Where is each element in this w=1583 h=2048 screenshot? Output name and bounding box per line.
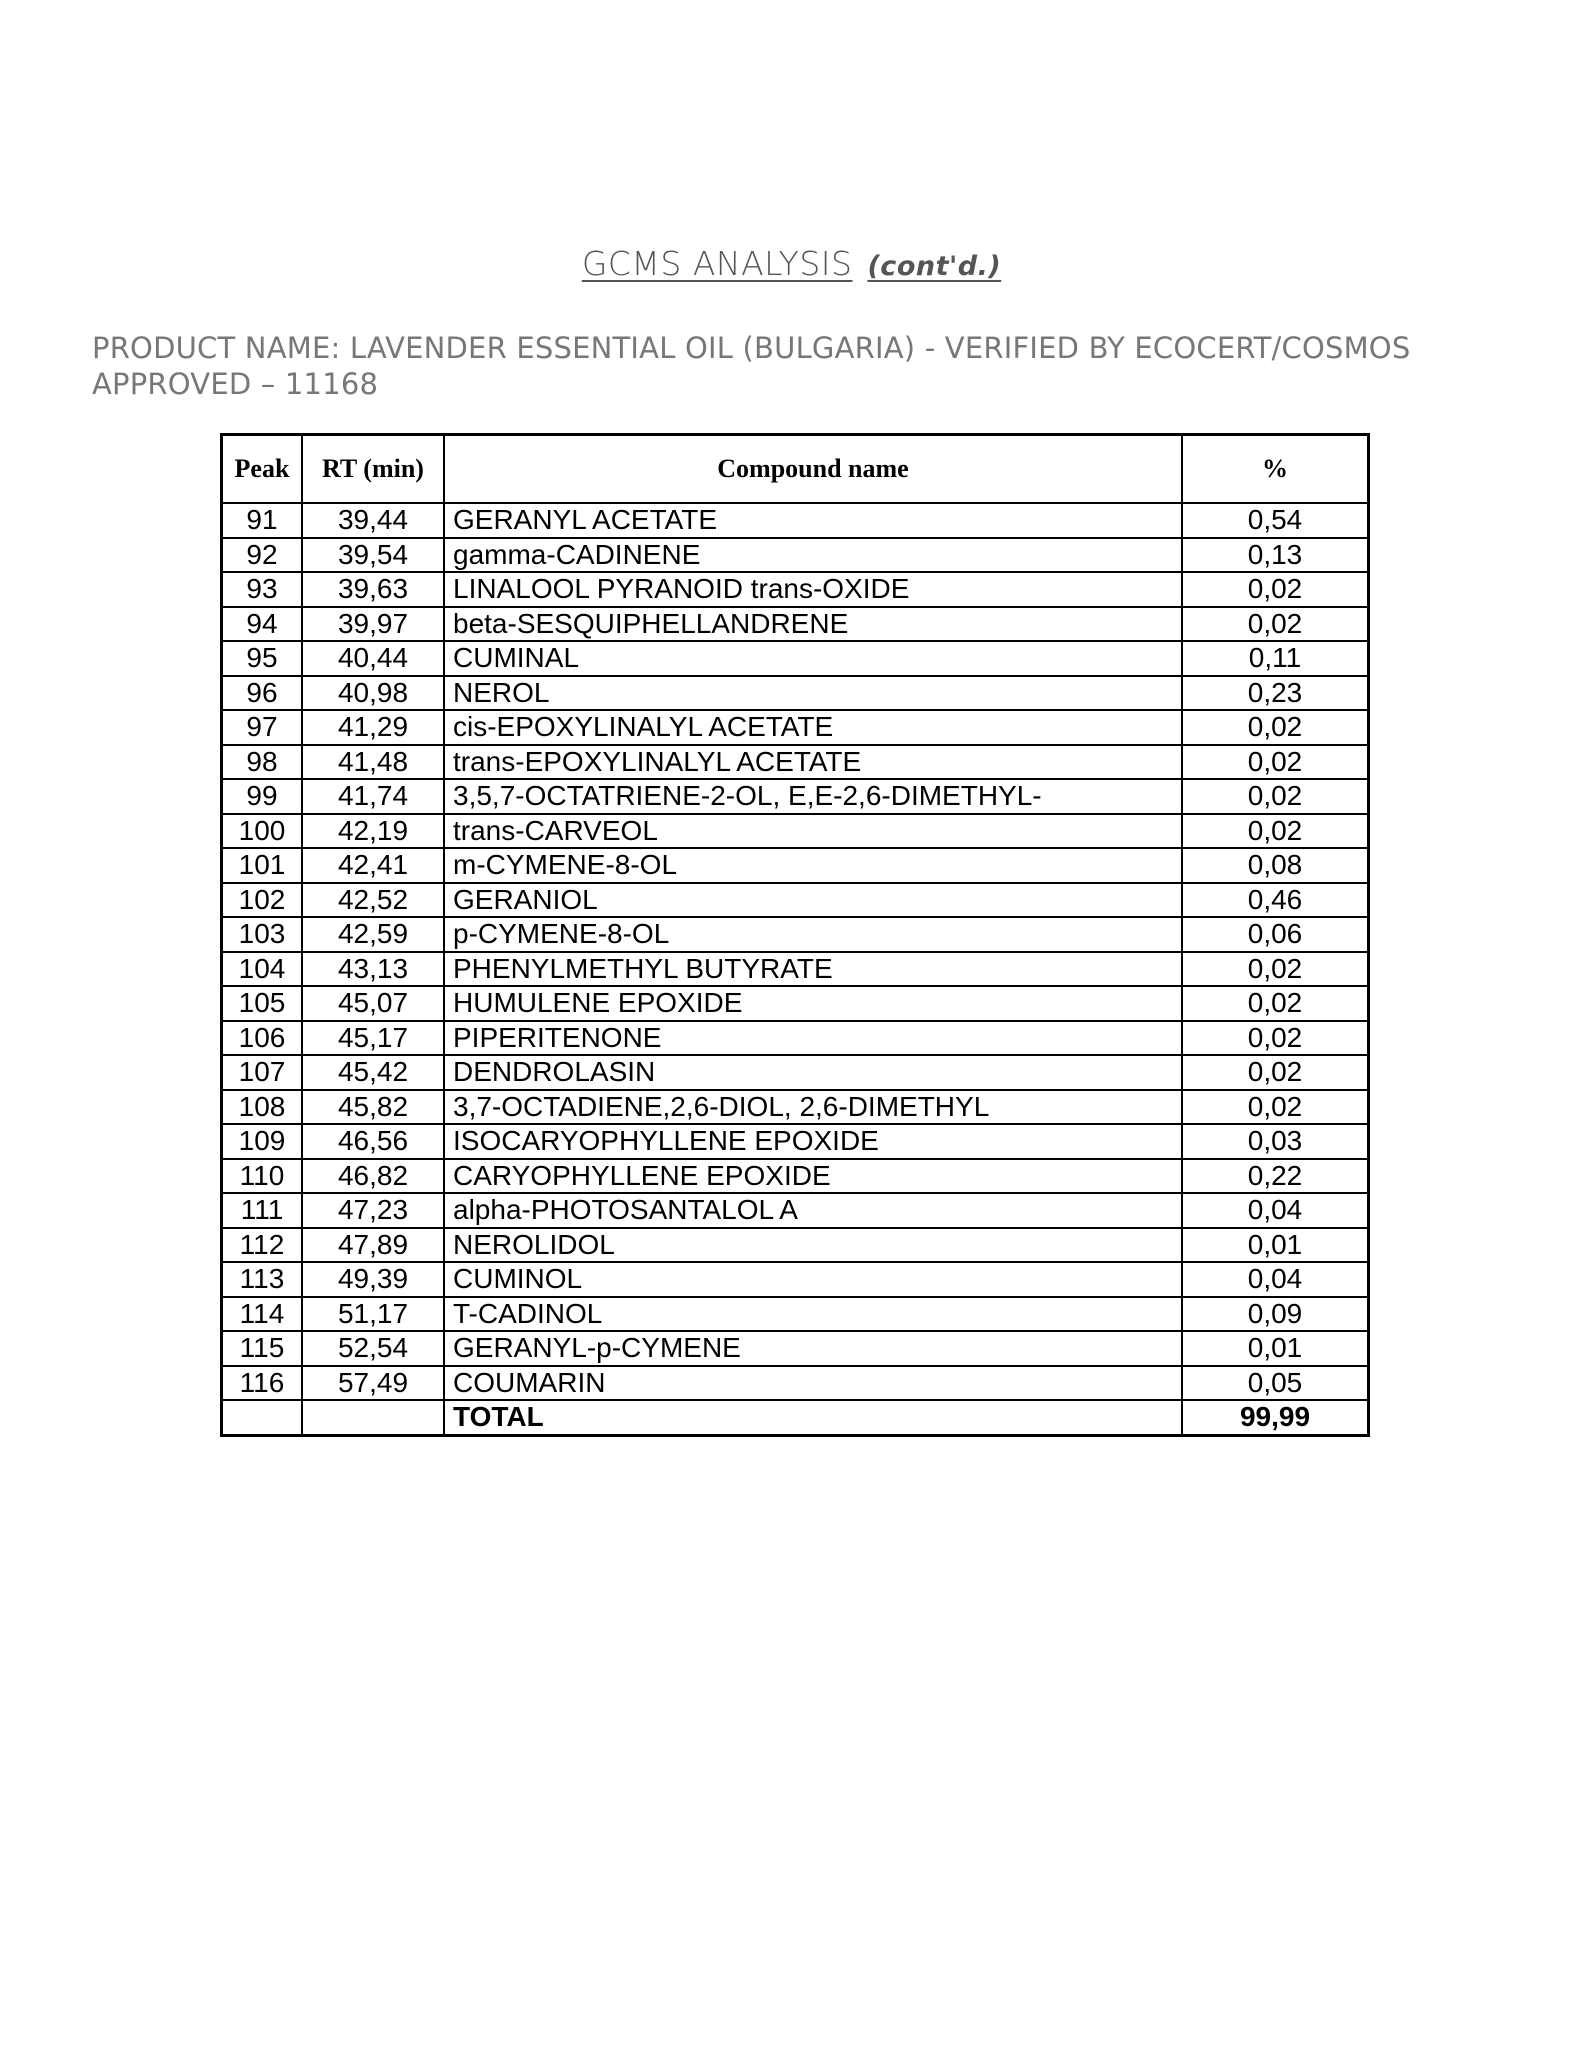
percent-cell: 0,02 <box>1182 779 1369 814</box>
peak-cell: 115 <box>222 1331 303 1366</box>
table-row <box>222 952 1369 987</box>
rt-cell: 57,49 <box>302 1366 444 1401</box>
total-label: TOTAL <box>444 1400 1182 1435</box>
compound-cell: beta-SESQUIPHELLANDRENE <box>444 607 1182 642</box>
rt-cell: 43,13 <box>302 952 444 987</box>
rt-cell: 45,17 <box>302 1021 444 1056</box>
compound-cell: CARYOPHYLLENE EPOXIDE <box>444 1159 1182 1194</box>
compound-cell: COUMARIN <box>444 1366 1182 1401</box>
table-row <box>222 1159 1369 1194</box>
table-row <box>222 676 1369 711</box>
percent-cell: 0,22 <box>1182 1159 1369 1194</box>
table-row <box>222 1021 1369 1056</box>
table-row <box>222 1124 1369 1159</box>
rt-cell: 41,74 <box>302 779 444 814</box>
column-header-peak: Peak <box>222 435 303 504</box>
percent-cell: 0,04 <box>1182 1262 1369 1297</box>
peak-cell: 110 <box>222 1159 303 1194</box>
percent-cell: 0,09 <box>1182 1297 1369 1332</box>
peak-cell: 112 <box>222 1228 303 1263</box>
peak-cell: 92 <box>222 538 303 573</box>
percent-cell: 0,04 <box>1182 1193 1369 1228</box>
compound-cell: CUMINAL <box>444 641 1182 676</box>
table-row <box>222 986 1369 1021</box>
column-header-compound: Compound name <box>444 435 1182 504</box>
compound-cell: GERANIOL <box>444 883 1182 918</box>
peak-cell: 114 <box>222 1297 303 1332</box>
table-row <box>222 1193 1369 1228</box>
percent-cell: 0,02 <box>1182 814 1369 849</box>
compound-cell: DENDROLASIN <box>444 1055 1182 1090</box>
percent-cell: 0,02 <box>1182 572 1369 607</box>
table-row <box>222 572 1369 607</box>
rt-cell: 45,07 <box>302 986 444 1021</box>
peak-cell: 108 <box>222 1090 303 1125</box>
rt-cell: 40,98 <box>302 676 444 711</box>
rt-cell: 42,59 <box>302 917 444 952</box>
peak-cell: 107 <box>222 1055 303 1090</box>
total-rt-cell <box>302 1400 444 1435</box>
peak-cell: 93 <box>222 572 303 607</box>
percent-cell: 0,02 <box>1182 1021 1369 1056</box>
rt-cell: 40,44 <box>302 641 444 676</box>
percent-cell: 0,08 <box>1182 848 1369 883</box>
compound-cell: NEROLIDOL <box>444 1228 1182 1263</box>
compound-cell: CUMINOL <box>444 1262 1182 1297</box>
peak-cell: 98 <box>222 745 303 780</box>
peak-cell: 102 <box>222 883 303 918</box>
peak-cell: 100 <box>222 814 303 849</box>
product-name-line: PRODUCT NAME: LAVENDER ESSENTIAL OIL (BULGARIA) - VERIFIED BY ECOCERT/COSMOS APPROVED – 11168 <box>92 331 1411 401</box>
table-body <box>222 503 1369 1435</box>
table-row <box>222 814 1369 849</box>
column-header-rt: RT (min) <box>302 435 444 504</box>
rt-cell: 49,39 <box>302 1262 444 1297</box>
percent-cell: 0,03 <box>1182 1124 1369 1159</box>
peak-cell: 97 <box>222 710 303 745</box>
compound-cell: m-CYMENE-8-OL <box>444 848 1182 883</box>
peak-cell: 99 <box>222 779 303 814</box>
table-row <box>222 538 1369 573</box>
rt-cell: 39,44 <box>302 503 444 538</box>
table-row <box>222 1090 1369 1125</box>
table-row <box>222 1297 1369 1332</box>
table-row <box>222 1228 1369 1263</box>
peak-cell: 105 <box>222 986 303 1021</box>
title-text: GCMS ANALYSIS <box>581 244 853 283</box>
peak-cell: 96 <box>222 676 303 711</box>
rt-cell: 41,29 <box>302 710 444 745</box>
percent-cell: 0,01 <box>1182 1228 1369 1263</box>
compound-cell: HUMULENE EPOXIDE <box>444 986 1182 1021</box>
rt-cell: 41,48 <box>302 745 444 780</box>
rt-cell: 51,17 <box>302 1297 444 1332</box>
rt-cell: 42,19 <box>302 814 444 849</box>
table-row <box>222 848 1369 883</box>
table-row <box>222 883 1369 918</box>
compound-cell: p-CYMENE-8-OL <box>444 917 1182 952</box>
gcms-table <box>220 433 1370 1437</box>
table-row <box>222 710 1369 745</box>
compound-cell: GERANYL-p-CYMENE <box>444 1331 1182 1366</box>
column-header-percent: % <box>1182 435 1369 504</box>
compound-cell: alpha-PHOTOSANTALOL A <box>444 1193 1182 1228</box>
peak-cell: 116 <box>222 1366 303 1401</box>
percent-cell: 0,06 <box>1182 917 1369 952</box>
percent-cell: 0,02 <box>1182 607 1369 642</box>
peak-cell: 101 <box>222 848 303 883</box>
table-row <box>222 1331 1369 1366</box>
table-row <box>222 641 1369 676</box>
total-percent: 99,99 <box>1182 1400 1369 1435</box>
rt-cell: 39,63 <box>302 572 444 607</box>
percent-cell: 0,05 <box>1182 1366 1369 1401</box>
peak-cell: 113 <box>222 1262 303 1297</box>
table-row <box>222 1262 1369 1297</box>
compound-cell: trans-CARVEOL <box>444 814 1182 849</box>
compound-cell: T-CADINOL <box>444 1297 1182 1332</box>
peak-cell: 111 <box>222 1193 303 1228</box>
total-peak-cell <box>222 1400 303 1435</box>
total-row <box>222 1400 1369 1435</box>
compound-cell: LINALOOL PYRANOID trans-OXIDE <box>444 572 1182 607</box>
percent-cell: 0,23 <box>1182 676 1369 711</box>
percent-cell: 0,11 <box>1182 641 1369 676</box>
page-title <box>0 244 1583 283</box>
table-row <box>222 503 1369 538</box>
rt-cell: 42,52 <box>302 883 444 918</box>
compound-cell: 3,5,7-OCTATRIENE-2-OL, E,E-2,6-DIMETHYL- <box>444 779 1182 814</box>
rt-cell: 52,54 <box>302 1331 444 1366</box>
rt-cell: 47,23 <box>302 1193 444 1228</box>
title-suffix: (cont'd.) <box>867 251 1002 282</box>
peak-cell: 109 <box>222 1124 303 1159</box>
peak-cell: 104 <box>222 952 303 987</box>
table-row <box>222 607 1369 642</box>
compound-cell: GERANYL ACETATE <box>444 503 1182 538</box>
peak-cell: 91 <box>222 503 303 538</box>
percent-cell: 0,02 <box>1182 1055 1369 1090</box>
percent-cell: 0,02 <box>1182 1090 1369 1125</box>
table-row <box>222 779 1369 814</box>
percent-cell: 0,01 <box>1182 1331 1369 1366</box>
compound-cell: 3,7-OCTADIENE,2,6-DIOL, 2,6-DIMETHYL <box>444 1090 1182 1125</box>
compound-cell: trans-EPOXYLINALYL ACETATE <box>444 745 1182 780</box>
peak-cell: 95 <box>222 641 303 676</box>
rt-cell: 45,42 <box>302 1055 444 1090</box>
rt-cell: 46,56 <box>302 1124 444 1159</box>
compound-cell: ISOCARYOPHYLLENE EPOXIDE <box>444 1124 1182 1159</box>
table-header-row <box>222 435 1369 504</box>
table-row <box>222 745 1369 780</box>
table-row <box>222 1366 1369 1401</box>
table-row <box>222 1055 1369 1090</box>
percent-cell: 0,46 <box>1182 883 1369 918</box>
rt-cell: 45,82 <box>302 1090 444 1125</box>
rt-cell: 39,54 <box>302 538 444 573</box>
table-row <box>222 917 1369 952</box>
rt-cell: 39,97 <box>302 607 444 642</box>
peak-cell: 106 <box>222 1021 303 1056</box>
rt-cell: 47,89 <box>302 1228 444 1263</box>
percent-cell: 0,13 <box>1182 538 1369 573</box>
peak-cell: 94 <box>222 607 303 642</box>
peak-cell: 103 <box>222 917 303 952</box>
compound-cell: gamma-CADINENE <box>444 538 1182 573</box>
compound-cell: NEROL <box>444 676 1182 711</box>
compound-cell: PHENYLMETHYL BUTYRATE <box>444 952 1182 987</box>
rt-cell: 46,82 <box>302 1159 444 1194</box>
percent-cell: 0,02 <box>1182 745 1369 780</box>
rt-cell: 42,41 <box>302 848 444 883</box>
compound-cell: PIPERITENONE <box>444 1021 1182 1056</box>
percent-cell: 0,54 <box>1182 503 1369 538</box>
percent-cell: 0,02 <box>1182 952 1369 987</box>
percent-cell: 0,02 <box>1182 710 1369 745</box>
compound-cell: cis-EPOXYLINALYL ACETATE <box>444 710 1182 745</box>
percent-cell: 0,02 <box>1182 986 1369 1021</box>
